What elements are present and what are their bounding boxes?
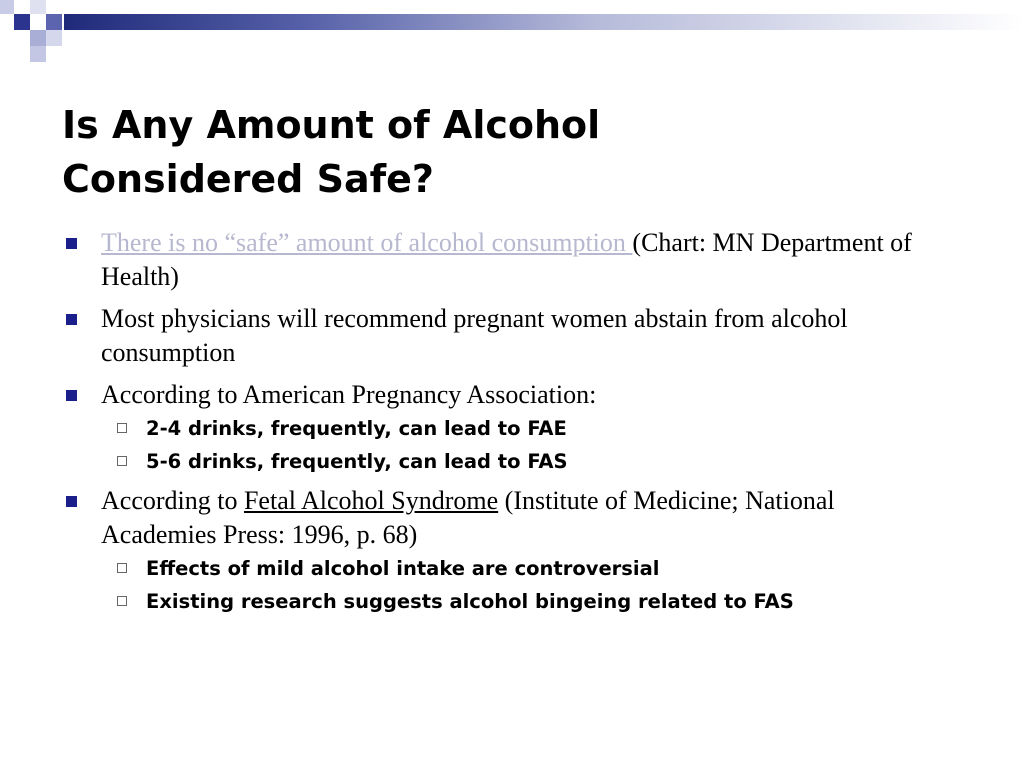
deco-square <box>46 30 62 46</box>
sub-bullet-item <box>60 414 940 443</box>
sub-bullet-text: Effects of mild alcohol intake are controversial <box>146 557 660 580</box>
slide-content <box>60 226 940 624</box>
sub-bullet-text: Existing research suggests alcohol bingeing related to FAS <box>146 590 794 613</box>
sub-bullet-item <box>60 554 940 583</box>
bullet-text: According to American Pregnancy Association: <box>101 380 597 409</box>
hollow-square-bullet-icon <box>117 423 127 433</box>
deco-square <box>30 30 46 46</box>
bullet-text: (Institute of Medicine; National Academies Press: 1996, p. 68) <box>101 486 835 549</box>
sub-bullet-text: 5-6 drinks, frequently, can lead to FAS <box>146 450 568 473</box>
bullet-item-3 <box>60 378 940 412</box>
sub-bullet-item <box>60 587 940 616</box>
deco-square <box>46 14 62 30</box>
safe-amount-link[interactable]: There is no “safe” amount of alcohol consumption <box>101 228 633 257</box>
slide-title <box>62 98 962 206</box>
fetal-alcohol-syndrome-link[interactable]: Fetal Alcohol Syndrome <box>243 486 499 515</box>
sub-list-4 <box>60 554 940 616</box>
header-gradient-bar <box>64 14 1024 30</box>
sub-list-3 <box>60 414 940 476</box>
bullet-text: Most physicians will recommend pregnant women abstain from alcohol consumption <box>101 304 848 367</box>
bullet-item-1 <box>60 226 940 294</box>
sub-bullet-text: 2-4 drinks, frequently, can lead to FAE <box>146 417 567 440</box>
hollow-square-bullet-icon <box>117 563 127 573</box>
hollow-square-bullet-icon <box>117 596 127 606</box>
header-decoration <box>0 0 1024 64</box>
deco-square <box>14 14 30 30</box>
square-bullet-icon <box>66 390 77 401</box>
deco-square <box>14 30 30 46</box>
title-line-1: Is Any Amount of Alcohol <box>62 103 601 147</box>
title-line-2: Considered Safe? <box>62 157 434 201</box>
bullet-item-4 <box>60 484 940 552</box>
deco-square <box>30 0 46 14</box>
deco-square <box>0 0 14 14</box>
square-bullet-icon <box>66 238 77 249</box>
deco-square <box>30 46 46 62</box>
bullet-prefix: According to <box>101 486 244 515</box>
sub-bullet-item <box>60 447 940 476</box>
square-bullet-icon <box>66 496 77 507</box>
hollow-square-bullet-icon <box>117 456 127 466</box>
square-bullet-icon <box>66 314 77 325</box>
bullet-item-2 <box>60 302 940 370</box>
bullet-text: (Chart: MN Department of Health) <box>101 228 912 291</box>
